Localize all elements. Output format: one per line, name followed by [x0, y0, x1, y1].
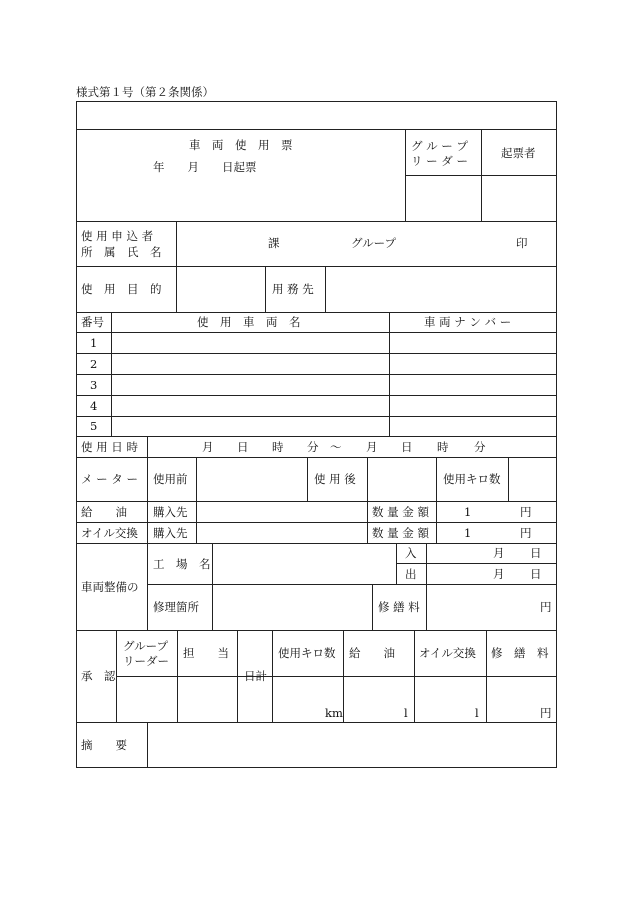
vehicle-number-header: 番号	[81, 315, 104, 329]
in-month: 月	[493, 546, 505, 560]
applicant-label: 使 用 申 込 者	[81, 229, 154, 243]
form-heading: 車 両 使 用 票	[189, 138, 293, 152]
rule	[414, 630, 415, 722]
fuel-unit: l	[404, 706, 408, 720]
vehicle-plate-header: 車 両 ナ ン バ ー	[424, 315, 512, 329]
applicant-label: 所 属 氏 名	[81, 245, 162, 259]
approval-repair-fee: 修 繕 料	[491, 646, 549, 660]
out-label: 出	[405, 567, 417, 581]
rule	[76, 266, 557, 267]
rule	[177, 630, 178, 722]
rule	[325, 266, 326, 312]
rule	[237, 630, 238, 722]
rule	[212, 543, 213, 630]
repair-fee-label: 修 繕 料	[378, 600, 420, 614]
rule	[508, 457, 509, 501]
out-month: 月	[493, 567, 505, 581]
rule	[307, 457, 308, 501]
rule	[76, 630, 557, 631]
rule	[76, 374, 557, 375]
datetime-minute: 分	[474, 440, 486, 454]
maintenance-label: 車両整備の	[81, 580, 139, 594]
datetime-tilde: ～	[330, 440, 342, 454]
rule	[76, 395, 557, 396]
repair-place-label: 修理箇所	[153, 600, 199, 614]
rule	[147, 457, 148, 543]
approval-fuel: 給 油	[349, 646, 395, 660]
destination-label: 用 務 先	[272, 282, 314, 296]
repair-fee-yen: 円	[540, 600, 552, 614]
rule	[486, 630, 487, 722]
purpose-label: 使 用 目 的	[81, 282, 162, 296]
oil-qty: 1	[464, 526, 472, 540]
repair-yen: 円	[540, 706, 552, 720]
meter-after-label: 使 用 後	[314, 472, 356, 486]
rule	[176, 221, 177, 312]
rule	[76, 353, 557, 354]
rule	[147, 722, 148, 768]
fuel-qty: 1	[464, 505, 472, 519]
rule	[343, 630, 344, 722]
vehicle-row-number: 1	[90, 336, 98, 350]
rule	[196, 457, 197, 543]
rule	[76, 416, 557, 417]
out-day: 日	[530, 567, 542, 581]
meter-label: メ ー タ ー	[81, 472, 138, 486]
rule	[272, 630, 273, 722]
approval-person-label: 担 当	[183, 646, 229, 660]
oil-yen: 円	[520, 526, 532, 540]
rule	[367, 457, 368, 543]
group-label: グループ	[351, 236, 397, 250]
oil-unit: l	[475, 706, 479, 720]
km-used-label: 使用キロ数	[443, 472, 501, 486]
remarks-label: 摘 要	[81, 738, 127, 752]
rule	[405, 129, 406, 221]
datetime-hour: 時	[437, 440, 449, 454]
rule	[372, 584, 373, 630]
fuel-yen: 円	[520, 505, 532, 519]
fuel-label: 給 油	[81, 505, 127, 519]
rule	[389, 312, 390, 436]
in-label: 入	[405, 546, 417, 560]
issue-date-line: 年 月 日起票	[153, 160, 257, 174]
seal-label: 印	[516, 236, 528, 250]
vehicle-row-number: 5	[90, 419, 98, 433]
group-leader-label: グ ル ー プ	[411, 139, 468, 153]
rule	[147, 436, 148, 457]
datetime-day: 日	[401, 440, 413, 454]
fuel-vendor-label: 購入先	[153, 505, 188, 519]
datetime-minute: 分	[307, 440, 319, 454]
form-title: 様式第１号（第２条関係）	[76, 85, 214, 99]
approval-km-used: 使用キロ数	[278, 646, 336, 660]
rule	[147, 543, 148, 630]
rule	[111, 312, 112, 436]
approval-group-leader: リーダー	[123, 654, 169, 668]
vehicle-row-number: 2	[90, 357, 98, 371]
rule	[426, 543, 427, 584]
approval-group-leader: グループ	[123, 639, 169, 653]
meter-before-label: 使用前	[153, 472, 188, 486]
rule	[76, 436, 557, 437]
rule	[76, 543, 557, 544]
rule	[76, 129, 557, 130]
vehicle-row-number: 3	[90, 378, 98, 392]
km-unit: km	[325, 706, 343, 720]
oil-change-label: オイル交換	[81, 526, 138, 540]
datetime-day: 日	[237, 440, 249, 454]
oil-qty-amount-label: 数 量 金 額	[372, 526, 429, 540]
vehicle-row-number: 4	[90, 399, 98, 413]
rule	[481, 129, 482, 221]
rule	[76, 332, 557, 333]
usage-datetime-label: 使 用 日 時	[81, 440, 138, 454]
rule	[426, 584, 427, 630]
rule	[76, 221, 557, 222]
rule	[265, 266, 266, 312]
rule	[76, 522, 557, 523]
datetime-month: 月	[202, 440, 214, 454]
fuel-qty-amount-label: 数 量 金 額	[372, 505, 429, 519]
approval-label: 承 認	[81, 669, 116, 683]
datetime-hour: 時	[272, 440, 284, 454]
rule	[396, 563, 557, 564]
rule	[147, 584, 557, 585]
factory-label: 工 場 名	[153, 557, 211, 571]
group-leader-label: リ ー ダ ー	[411, 154, 468, 168]
approval-oil-change: オイル交換	[419, 646, 476, 660]
rule	[76, 312, 557, 313]
rule	[116, 630, 117, 722]
rule	[396, 543, 397, 584]
rule	[116, 676, 557, 677]
oil-vendor-label: 購入先	[153, 526, 188, 540]
in-day: 日	[530, 546, 542, 560]
vehicle-name-header: 使 用 車 両 名	[197, 315, 301, 329]
datetime-month: 月	[366, 440, 378, 454]
rule	[76, 722, 557, 723]
rule	[76, 457, 557, 458]
section-label: 課	[268, 236, 280, 250]
drafter-label: 起票者	[501, 146, 536, 160]
daily-total-label: 日計	[244, 669, 267, 683]
rule	[76, 501, 557, 502]
rule	[436, 457, 437, 543]
